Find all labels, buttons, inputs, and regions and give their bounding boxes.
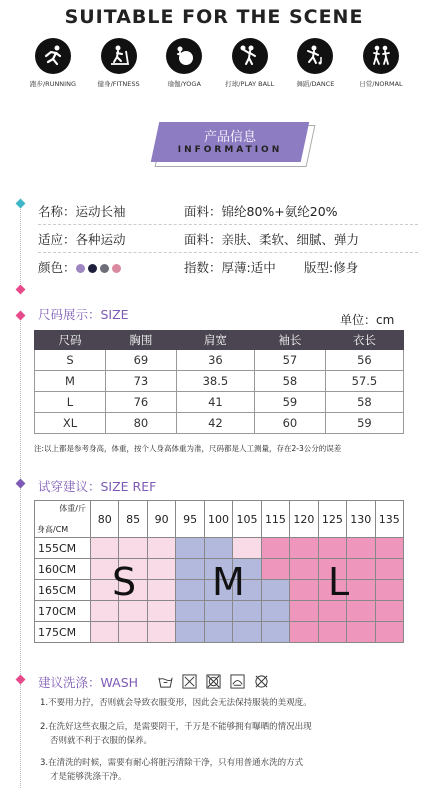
- info-name: 名称：运动长袖: [38, 204, 126, 219]
- wash-section-title: 建议洗涤：WASH: [38, 675, 139, 690]
- scene-label: 跑步/RUNNING: [29, 80, 76, 88]
- table-cell: S: [35, 350, 106, 371]
- size-cell-s: [119, 622, 147, 643]
- height-row-header: 170CM: [35, 601, 91, 622]
- color-swatch-gray: [100, 264, 109, 273]
- size-cell-m: [261, 622, 289, 643]
- info-style: 版型:修身: [304, 260, 359, 275]
- info-color-label: 颜色：: [38, 260, 76, 275]
- color-swatch-navy: [88, 264, 97, 273]
- weight-header-cell: 115: [261, 501, 289, 538]
- size-table: [34, 330, 404, 434]
- weight-header-cell: 120: [290, 501, 318, 538]
- size-cell-m: [261, 601, 289, 622]
- scene-label: 打球/PLAY BALL: [225, 80, 275, 88]
- wash-line: 3.在清洗的时候，需要有耐心将脏污清除干净，只有用普通水洗的方式: [40, 758, 304, 768]
- dance-icon: [297, 38, 333, 74]
- scene-label: 瑜伽/YOGA: [167, 80, 201, 88]
- size-cell-m: [233, 622, 261, 643]
- table-row: [35, 413, 404, 434]
- wash-line: 否则就不利于衣服的保养。: [50, 736, 153, 746]
- table-cell: 60: [254, 413, 325, 434]
- decorative-dotted-line: [20, 316, 23, 484]
- fit-section-title: 试穿建议：SIZE REF: [38, 479, 157, 494]
- table-cell: 59: [254, 392, 325, 413]
- size-cell-s: [147, 538, 175, 559]
- scene-running: [22, 38, 84, 88]
- ball-icon: [232, 38, 268, 74]
- size-cell-l: [375, 601, 403, 622]
- no-bleach-icon: [182, 674, 197, 689]
- table-row: [35, 622, 404, 643]
- weight-header-cell: 85: [119, 501, 147, 538]
- size-cell-l: [375, 538, 403, 559]
- table-cell: 38.5: [176, 371, 254, 392]
- treadmill-icon: [101, 38, 137, 74]
- scene-normal: [350, 38, 412, 88]
- banner-title: 产品信息: [203, 130, 256, 145]
- wash-line: 才是能够洗涤干净。: [50, 772, 127, 782]
- size-cell-l: [375, 622, 403, 643]
- scene-header-title: SUITABLE FOR THE SCENE: [64, 6, 364, 28]
- decorative-dotted-line: [20, 206, 23, 288]
- size-cell-m: [176, 601, 204, 622]
- size-cell-l: [290, 601, 318, 622]
- table-cell: 59: [325, 413, 403, 434]
- weight-header-cell: 135: [375, 501, 403, 538]
- size-cell-m: [176, 538, 204, 559]
- info-index: 指数：厚薄:适中: [184, 260, 276, 275]
- scene-label: 舞蹈/DANCE: [296, 80, 335, 88]
- no-dry-clean-icon: [254, 674, 269, 689]
- height-row-header: 155CM: [35, 538, 91, 559]
- size-unit: 单位：cm: [340, 313, 395, 327]
- table-cell: 58: [254, 371, 325, 392]
- decorative-dotted-line: [20, 488, 23, 676]
- size-cell-s: [119, 538, 147, 559]
- header-cell: 袖长: [254, 331, 325, 350]
- size-cell-s: [91, 622, 119, 643]
- height-row-header: 160CM: [35, 559, 91, 580]
- information-banner: [155, 122, 310, 164]
- table-cell: 58: [325, 392, 403, 413]
- size-cell-m: [261, 580, 289, 601]
- no-tumble-dry-icon: [206, 674, 221, 689]
- table-cell: L: [35, 392, 106, 413]
- table-cell: XL: [35, 413, 106, 434]
- normal-icon: [363, 38, 399, 74]
- diamond-marker: [16, 675, 26, 685]
- size-label-s: S: [112, 560, 137, 604]
- info-fabric1: 面料：锦纶80%+氨纶20%: [184, 204, 338, 219]
- height-row-header: 175CM: [35, 622, 91, 643]
- weight-header-cell: 130: [347, 501, 375, 538]
- diamond-marker: [16, 285, 26, 295]
- size-cell-l: [347, 622, 375, 643]
- size-cell-s: [91, 538, 119, 559]
- size-section-title: 尺码展示：SIZE: [38, 307, 129, 322]
- size-cell-l: [347, 538, 375, 559]
- table-cell: 41: [176, 392, 254, 413]
- size-cell-l: [318, 538, 346, 559]
- diamond-marker: [16, 479, 26, 489]
- weight-header-cell: 80: [91, 501, 119, 538]
- info-fabric2: 面料：亲肤、柔软、细腻、弹力: [184, 232, 360, 247]
- yoga-icon: [166, 38, 202, 74]
- scene-dance: [284, 38, 346, 88]
- header-cell: 尺码: [35, 331, 106, 350]
- scene-label: 日常/NORMAL: [359, 80, 403, 88]
- hand-wash-icon: [158, 674, 173, 689]
- size-cell-m: [204, 538, 232, 559]
- wash-line: 2.在洗好这些衣服之后，是需要阴干，千万是不能够拥有曝晒的情况出现: [40, 722, 312, 732]
- size-cell-m: [176, 559, 204, 580]
- size-cell-s: [147, 580, 175, 601]
- table-row: [35, 371, 404, 392]
- header-cell: 衣长: [325, 331, 403, 350]
- size-cell-s: [147, 601, 175, 622]
- wash-icons-row: [158, 674, 269, 689]
- size-cell-l: [375, 580, 403, 601]
- table-cell: 57.5: [325, 371, 403, 392]
- size-cell-l: [290, 559, 318, 580]
- table-cell: 76: [105, 392, 176, 413]
- size-cell-l: [318, 622, 346, 643]
- color-swatch-purple: [76, 264, 85, 273]
- scene-fitness: [88, 38, 150, 88]
- size-cell-l: [261, 538, 289, 559]
- table-cell: 42: [176, 413, 254, 434]
- table-row: [35, 392, 404, 413]
- table-cell: 56: [325, 350, 403, 371]
- table-cell: 73: [105, 371, 176, 392]
- size-cell-l: [261, 559, 289, 580]
- size-cell-l: [375, 559, 403, 580]
- size-cell-s: [147, 622, 175, 643]
- size-note: 注:以上都是参考身高，体重，按个人身高体重为准，尺码都是人工测量，存在2-3公分的误差: [34, 444, 342, 453]
- scene-yoga: [153, 38, 215, 88]
- weight-header-cell: 95: [176, 501, 204, 538]
- size-cell-l: [347, 601, 375, 622]
- table-cell: 69: [105, 350, 176, 371]
- weight-header-cell: 100: [204, 501, 232, 538]
- table-cell: M: [35, 371, 106, 392]
- diamond-marker: [16, 311, 26, 321]
- info-color: [38, 258, 124, 276]
- size-cell-l: [290, 538, 318, 559]
- weight-header-cell: 125: [318, 501, 346, 538]
- size-label-m: M: [212, 560, 245, 604]
- size-ref-header-row: [35, 501, 404, 538]
- size-cell-l: [290, 580, 318, 601]
- banner-subtitle: INFORMATION: [177, 145, 283, 155]
- size-ref-corner: [35, 501, 91, 538]
- scene-icons-row: [22, 38, 412, 88]
- size-cell-m: [176, 622, 204, 643]
- size-cell-m: [176, 580, 204, 601]
- weight-header-cell: 90: [147, 501, 175, 538]
- scene-label: 健身/FITNESS: [97, 80, 140, 88]
- size-cell-l: [290, 622, 318, 643]
- height-row-header: 165CM: [35, 580, 91, 601]
- header-cell: 胸围: [105, 331, 176, 350]
- table-cell: 80: [105, 413, 176, 434]
- corner-weight-label: 体重/斤: [59, 504, 86, 513]
- hang-dry-icon: [230, 674, 245, 689]
- color-swatch-pink: [112, 264, 121, 273]
- size-cell-s: [233, 538, 261, 559]
- wash-line: 1.不要用力拧，否则就会导致衣服变形，因此会无法保持服装的美观度。: [40, 698, 312, 708]
- table-cell: 57: [254, 350, 325, 371]
- table-row: [35, 538, 404, 559]
- weight-header-cell: 105: [233, 501, 261, 538]
- running-icon: [35, 38, 71, 74]
- decorative-dotted-line: [20, 684, 23, 788]
- size-label-l: L: [328, 560, 350, 604]
- size-cell-s: [147, 559, 175, 580]
- corner-height-label: 身高/CM: [37, 525, 69, 534]
- header-cell: 肩宽: [176, 331, 254, 350]
- size-table-header: [35, 331, 404, 350]
- size-cell-l: [347, 580, 375, 601]
- size-cell-l: [347, 559, 375, 580]
- diamond-marker: [16, 199, 26, 209]
- size-cell-m: [204, 622, 232, 643]
- scene-play-ball: [219, 38, 281, 88]
- info-occasion: 适应：各种运动: [38, 232, 126, 247]
- table-row: [35, 350, 404, 371]
- table-cell: 36: [176, 350, 254, 371]
